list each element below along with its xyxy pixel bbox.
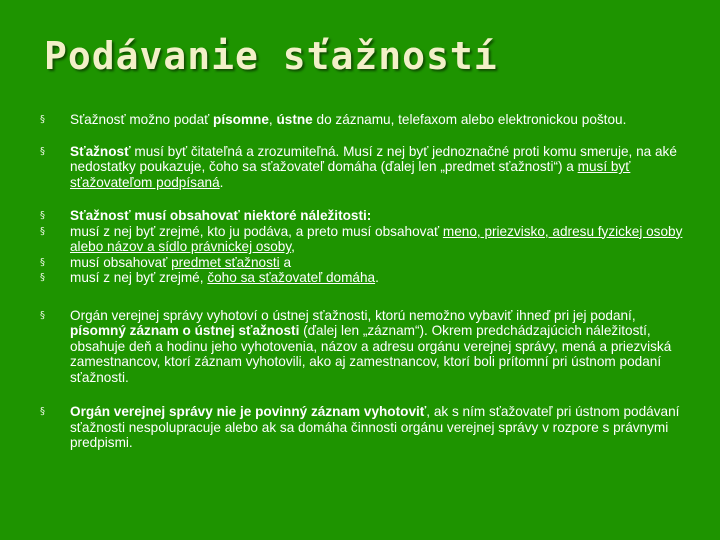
item-text: musí obsahovať [70,254,172,270]
section-bullet-icon: § [40,406,45,417]
list-item [40,404,690,451]
section-bullet-icon: § [40,225,45,237]
item-text-bold: písomný záznam o ústnej sťažnosti [70,323,300,338]
list-item [40,112,690,128]
section-bullet-icon: § [40,114,45,125]
item-text: , ak s ním sťažovateľ pri ústnom podávaní sťažnosti nespolupracuje alebo ak sa domáha činnosti orgánu verejnej správy v rozpore s právnymi predpismi. [70,404,680,450]
bullet-list [40,112,690,451]
item-text: , [268,112,277,127]
item-text: . [375,270,379,285]
item-text: Orgán verejnej správy vyhotoví o ústnej sťažnosti, ktorú nemožno vybaviť ihneď pri jej podaní, [70,307,636,323]
list-item [40,255,690,271]
item-text-underlined: predmet sťažnosti [171,254,280,270]
item-text: . [219,174,224,190]
item-text-underlined: meno, priezvisko, adresu fyzickej osoby alebo názov a sídlo právnickej osoby [70,223,683,254]
section-bullet-icon: § [40,309,45,321]
section-bullet-icon: § [40,272,45,283]
list-item [40,144,690,191]
item-text: musí byť čitateľná a zrozumiteľná. Musí z nej byť jednoznačné proti komu smeruje, na aké nedostatky poukazuje, čoho sa sťažovateľ domáha (ďalej len „predmet sťažnosti“) a [70,143,677,174]
item-text-bold: písomne [213,112,269,127]
item-text: Sťažnosť možno podať [70,112,214,127]
item-text-bold: Sťažnosť musí obsahovať niektoré náležitosti: [70,208,372,223]
section-bullet-icon: § [40,145,45,157]
item-text-bold: Sťažnosť [70,143,131,159]
item-text: , [291,239,295,254]
item-text: musí z nej byť zrejmé, kto ju podáva, a preto musí obsahovať [70,223,443,239]
list-item [40,224,690,255]
section-bullet-icon: § [40,210,45,221]
item-text-underlined: musí byť sťažovateľom podpísaná [70,159,631,190]
list-item [40,208,690,224]
item-text-bold: Orgán verejnej správy nie je povinný záznam vyhotoviť [70,404,427,419]
item-text: do záznamu, telefaxom alebo elektronickou poštou. [312,112,627,127]
slide-title: Podávanie sťažností [44,34,498,78]
list-item [40,308,690,386]
item-text-underlined: čoho sa sťažovateľ domáha [207,270,376,285]
item-text: a [279,254,292,270]
section-bullet-icon: § [40,256,45,268]
item-text: musí z nej byť zrejmé, [70,270,208,285]
item-text-bold: ústne [276,112,313,127]
list-item [40,270,690,286]
item-text: (ďalej len „záznam“). Okrem predchádzajúcich náležitostí, obsahuje deň a hodinu jeho vyhotovenia, názov a adresu orgánu verejnej správy, mená a priezviská zamestnancov, ktorí záznam vyhotovili, ako aj zamestnancov, ktorí boli prítomní pri ústnom podaní sťažnosti. [70,323,672,385]
